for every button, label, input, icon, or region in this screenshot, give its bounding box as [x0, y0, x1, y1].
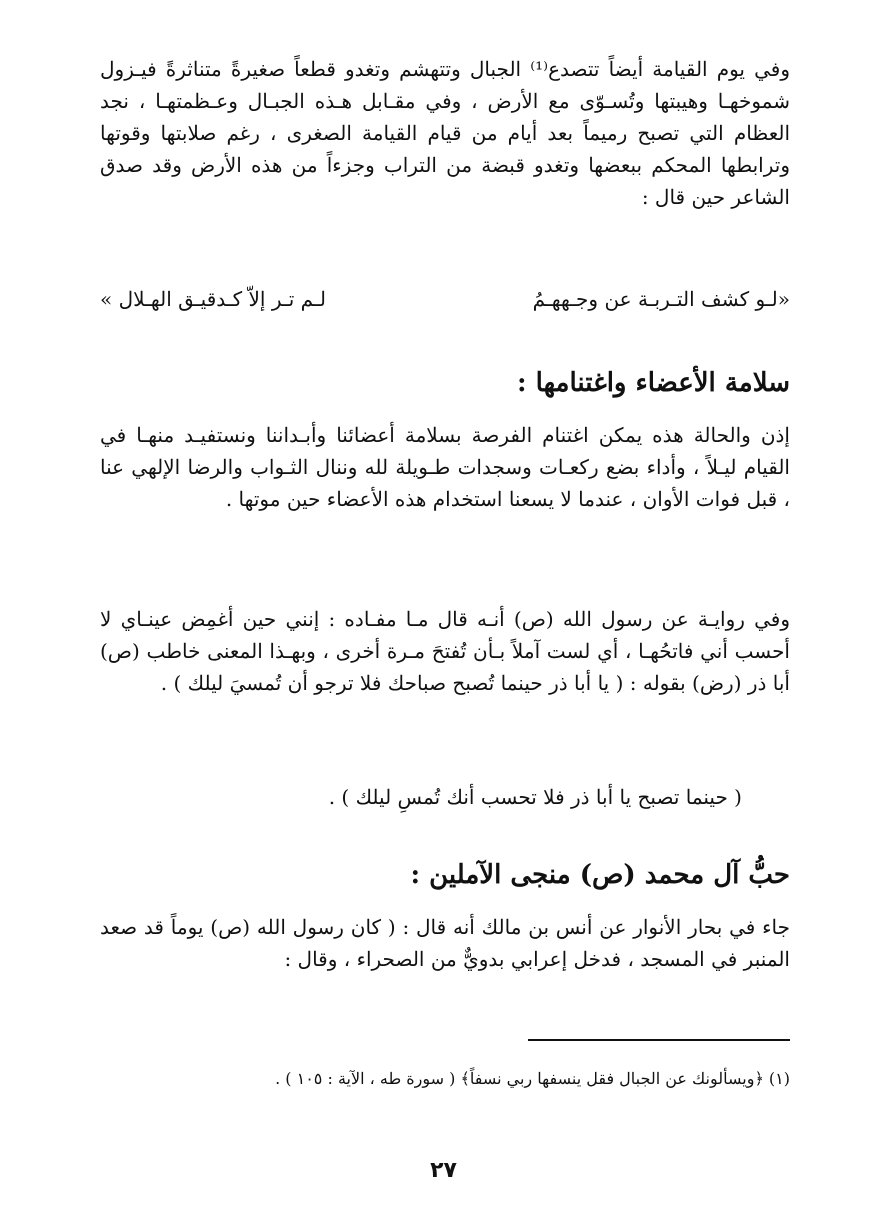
paragraph-mountains-bones: وفي يوم القيامة أيضاً تتصدع⁽¹⁾ الجبال وتتهشم وتغدو قطعاً صغيرةً متناثرةً فيـزول شموخهـا وهيبتها وتُسـوّى مع الأرض ، وفي مقـابل هـذه الجبـال وعـظمتهـا ، نجد العظام التي تصبح رميماً بعد أيام من قيام القيامة الصغرى ، رغم صلابتها وقوتها وترابطها المحكم ببعضها وتغدو قبضة من التراب وجزءاً من هذه الأرض وقد صدق الشاعر حين قال :	[100, 57, 790, 209]
verse-hemistich-1: «لـو كشف التـربـة عن وجـههـمُ	[532, 287, 790, 311]
page-number: ٢٧	[430, 1158, 457, 1183]
footnote: (١) ﴿ويسألونك عن الجبال فقل ينسفها ربي نسفاً﴾ ( سورة طه ، الآية : ١٠٥ ) .	[275, 1069, 790, 1088]
poetry-verse	[100, 283, 790, 315]
footnote-separator	[528, 1039, 790, 1041]
paragraph-bihar-al-anwar: جاء في بحار الأنوار عن أنس بن مالك أنه قال : ( كان رسول الله (ص) يوماً قد صعد المنبر في المسجد ، فدخل إعرابي بدويٌّ من الصحراء ، وقال :	[100, 915, 790, 971]
paragraph-narration: وفي روايـة عن رسول الله (ص) أنـه قال مـا مفـاده : إنني حين أغمِض عينـاي لا أحسب أني فاتحُهـا ، أي لست آملاً بـأن تُفتحَ مـرة أخرى ، وبهـذا المعنى خاطب (ص) أبا ذر (رض) بقوله : ( يا أبا ذر حينما تُصبح صباحك فلا ترجو أن تُمسيَ ليلك ) .	[100, 607, 790, 695]
section-heading-love-ahl-al-bayt: حبُّ آل محمد (ص) منجى الآملين :	[410, 860, 790, 890]
section-heading-limbs: سلامة الأعضاء واغتنامها :	[517, 368, 790, 398]
verse-hemistich-2: لـم تـر إلاّ كـدقيـق الهـلال »	[100, 287, 326, 311]
quoted-saying: ( حينما تصبح يا أبا ذر فلا تحسب أنك تُمسِ ليلك ) .	[328, 785, 742, 809]
paragraph-seize-opportunity: إذن والحالة هذه يمكن اغتنام الفرصة بسلامة أعضائنا وأبـداننا ونستفيـد منهـا في القيام ليـلاً ، وأداء بضع ركعـات وسجدات طـويلة لله وننال الثـواب والرضا الإلهي عنا ، قبل فوات الأوان ، عندما لا يسعنا استخدام هذه الأعضاء حين موتها .	[100, 423, 790, 511]
